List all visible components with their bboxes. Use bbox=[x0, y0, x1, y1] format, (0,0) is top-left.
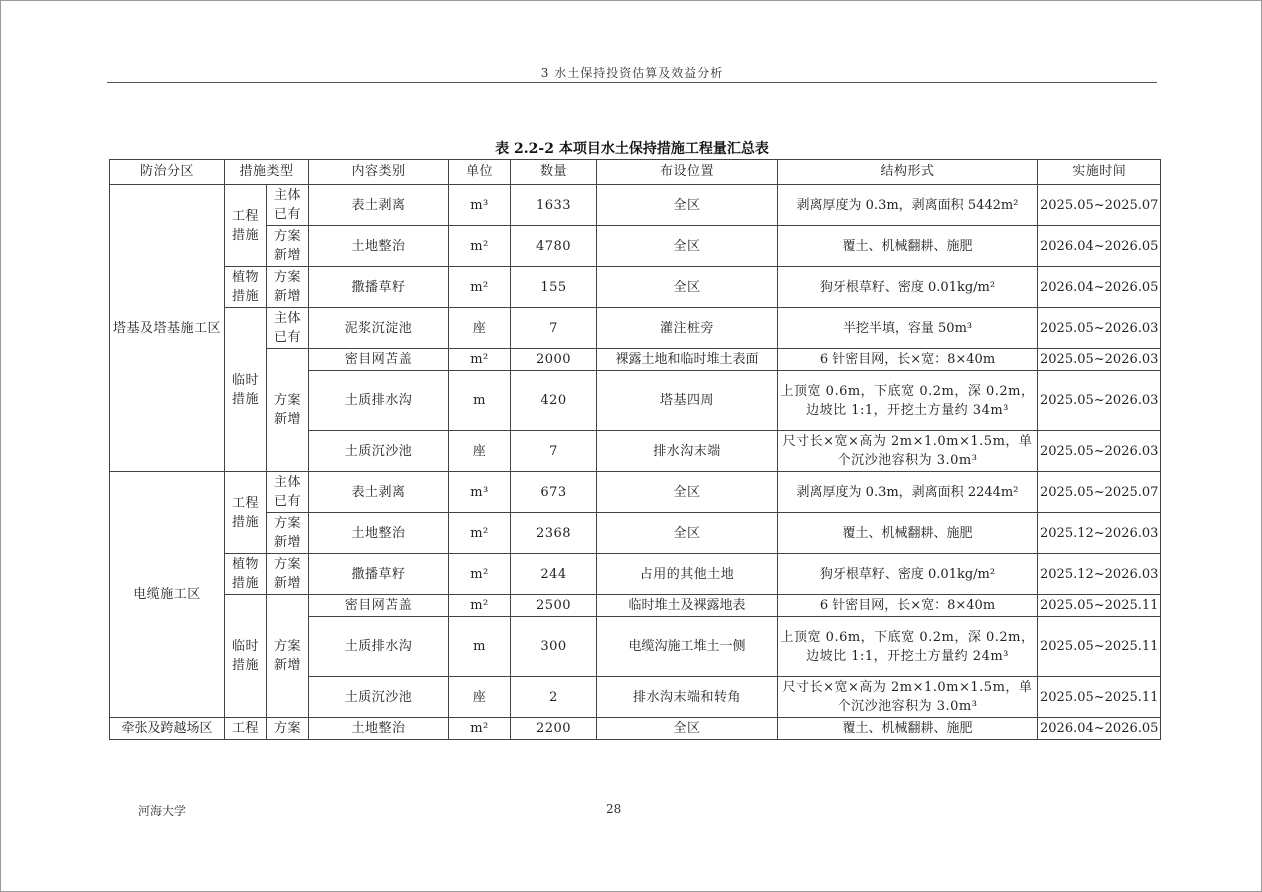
unit-cell: 座 bbox=[449, 308, 511, 349]
period-cell: 2025.05~2026.03 bbox=[1038, 308, 1161, 349]
table-row bbox=[110, 595, 1161, 617]
unit-cell: m² bbox=[449, 349, 511, 371]
period-cell: 2025.05~2026.03 bbox=[1038, 349, 1161, 371]
location-cell: 排水沟末端和转角 bbox=[597, 677, 778, 718]
header-measure-type: 措施类型 bbox=[225, 160, 309, 185]
location-cell: 塔基四周 bbox=[597, 371, 778, 431]
content-cell: 密目网苫盖 bbox=[309, 349, 449, 371]
content-cell: 土质沉沙池 bbox=[309, 677, 449, 718]
header-rule bbox=[107, 82, 1157, 83]
table-row bbox=[110, 267, 1161, 308]
period-cell: 2025.12~2026.03 bbox=[1038, 513, 1161, 554]
running-header: 3 水土保持投资估算及效益分析 bbox=[540, 66, 724, 80]
period-cell: 2025.05~2026.03 bbox=[1038, 371, 1161, 431]
unit-cell: m² bbox=[449, 718, 511, 740]
content-cell: 土地整治 bbox=[309, 513, 449, 554]
location-cell: 排水沟末端 bbox=[597, 431, 778, 472]
measure-subtype-cell: 方案 bbox=[267, 718, 309, 740]
structure-cell: 半挖半填，容量 50m³ bbox=[778, 308, 1038, 349]
content-cell: 泥浆沉淀池 bbox=[309, 308, 449, 349]
period-cell: 2025.05~2025.11 bbox=[1038, 677, 1161, 718]
measure-type-cell: 植物措施 bbox=[225, 554, 267, 595]
structure-cell: 6 针密目网，长×宽：8×40m bbox=[778, 349, 1038, 371]
content-cell: 土质排水沟 bbox=[309, 617, 449, 677]
period-cell: 2026.04~2026.05 bbox=[1038, 718, 1161, 740]
measure-subtype-cell: 方案新增 bbox=[267, 595, 309, 718]
measures-summary-table bbox=[109, 159, 1161, 740]
unit-cell: m² bbox=[449, 554, 511, 595]
location-cell: 全区 bbox=[597, 718, 778, 740]
unit-cell: m² bbox=[449, 267, 511, 308]
table-row bbox=[110, 718, 1161, 740]
content-cell: 土地整治 bbox=[309, 226, 449, 267]
period-cell: 2025.05~2026.03 bbox=[1038, 431, 1161, 472]
content-cell: 撒播草籽 bbox=[309, 267, 449, 308]
unit-cell: m bbox=[449, 617, 511, 677]
period-cell: 2026.04~2026.05 bbox=[1038, 226, 1161, 267]
structure-cell: 覆土、机械翻耕、施肥 bbox=[778, 513, 1038, 554]
quantity-cell: 244 bbox=[511, 554, 597, 595]
quantity-cell: 4780 bbox=[511, 226, 597, 267]
content-cell: 土质沉沙池 bbox=[309, 431, 449, 472]
structure-cell: 6 针密目网，长×宽：8×40m bbox=[778, 595, 1038, 617]
quantity-cell: 2000 bbox=[511, 349, 597, 371]
structure-cell: 上顶宽 0.6m，下底宽 0.2m，深 0.2m，边坡比 1:1，开挖土方量约 24m³ bbox=[778, 617, 1038, 677]
quantity-cell: 155 bbox=[511, 267, 597, 308]
table-row bbox=[110, 513, 1161, 554]
table-row bbox=[110, 472, 1161, 513]
structure-cell: 覆土、机械翻耕、施肥 bbox=[778, 226, 1038, 267]
content-cell: 表土剥离 bbox=[309, 185, 449, 226]
footer-institution: 河海大学 bbox=[138, 804, 187, 818]
header-quantity: 数量 bbox=[511, 160, 597, 185]
structure-cell: 尺寸长×宽×高为 2m×1.0m×1.5m，单个沉沙池容积为 3.0m³ bbox=[778, 677, 1038, 718]
measure-subtype-cell: 主体已有 bbox=[267, 308, 309, 349]
measure-subtype-cell: 方案新增 bbox=[267, 349, 309, 472]
header-structure: 结构形式 bbox=[778, 160, 1038, 185]
table-row bbox=[110, 349, 1161, 371]
period-cell: 2025.05~2025.07 bbox=[1038, 472, 1161, 513]
unit-cell: 座 bbox=[449, 677, 511, 718]
zone-cell: 塔基及塔基施工区 bbox=[110, 185, 225, 472]
period-cell: 2025.05~2025.11 bbox=[1038, 595, 1161, 617]
table-row bbox=[110, 226, 1161, 267]
period-cell: 2026.04~2026.05 bbox=[1038, 267, 1161, 308]
location-cell: 全区 bbox=[597, 185, 778, 226]
location-cell: 全区 bbox=[597, 513, 778, 554]
structure-cell: 尺寸长×宽×高为 2m×1.0m×1.5m，单个沉沙池容积为 3.0m³ bbox=[778, 431, 1038, 472]
table-header-row bbox=[110, 160, 1161, 185]
content-cell: 撒播草籽 bbox=[309, 554, 449, 595]
content-cell: 表土剥离 bbox=[309, 472, 449, 513]
quantity-cell: 2368 bbox=[511, 513, 597, 554]
measure-subtype-cell: 方案新增 bbox=[267, 554, 309, 595]
quantity-cell: 7 bbox=[511, 308, 597, 349]
structure-cell: 剥离厚度为 0.3m，剥离面积 5442m² bbox=[778, 185, 1038, 226]
unit-cell: m² bbox=[449, 513, 511, 554]
unit-cell: m³ bbox=[449, 185, 511, 226]
unit-cell: m² bbox=[449, 226, 511, 267]
quantity-cell: 420 bbox=[511, 371, 597, 431]
content-cell: 土地整治 bbox=[309, 718, 449, 740]
zone-cell: 牵张及跨越场区 bbox=[110, 718, 225, 740]
structure-cell: 狗牙根草籽、密度 0.01kg/m² bbox=[778, 554, 1038, 595]
location-cell: 全区 bbox=[597, 472, 778, 513]
zone-cell: 电缆施工区 bbox=[110, 472, 225, 718]
table-row bbox=[110, 185, 1161, 226]
period-cell: 2025.05~2025.11 bbox=[1038, 617, 1161, 677]
location-cell: 全区 bbox=[597, 226, 778, 267]
content-cell: 土质排水沟 bbox=[309, 371, 449, 431]
measure-type-cell: 工程 bbox=[225, 718, 267, 740]
quantity-cell: 2500 bbox=[511, 595, 597, 617]
quantity-cell: 2 bbox=[511, 677, 597, 718]
quantity-cell: 673 bbox=[511, 472, 597, 513]
unit-cell: m bbox=[449, 371, 511, 431]
header-unit: 单位 bbox=[449, 160, 511, 185]
location-cell: 临时堆土及裸露地表 bbox=[597, 595, 778, 617]
measure-subtype-cell: 方案新增 bbox=[267, 267, 309, 308]
quantity-cell: 7 bbox=[511, 431, 597, 472]
footer-page-number: 28 bbox=[606, 802, 622, 816]
table-row bbox=[110, 554, 1161, 595]
location-cell: 全区 bbox=[597, 267, 778, 308]
quantity-cell: 2200 bbox=[511, 718, 597, 740]
structure-cell: 狗牙根草籽、密度 0.01kg/m² bbox=[778, 267, 1038, 308]
structure-cell: 覆土、机械翻耕、施肥 bbox=[778, 718, 1038, 740]
structure-cell: 剥离厚度为 0.3m，剥离面积 2244m² bbox=[778, 472, 1038, 513]
header-content: 内容类别 bbox=[309, 160, 449, 185]
measure-type-cell: 临时措施 bbox=[225, 595, 267, 718]
location-cell: 灌注桩旁 bbox=[597, 308, 778, 349]
measure-type-cell: 工程措施 bbox=[225, 185, 267, 267]
header-period: 实施时间 bbox=[1038, 160, 1161, 185]
unit-cell: m² bbox=[449, 595, 511, 617]
quantity-cell: 1633 bbox=[511, 185, 597, 226]
period-cell: 2025.05~2025.07 bbox=[1038, 185, 1161, 226]
measure-type-cell: 工程措施 bbox=[225, 472, 267, 554]
period-cell: 2025.12~2026.03 bbox=[1038, 554, 1161, 595]
header-location: 布设位置 bbox=[597, 160, 778, 185]
location-cell: 电缆沟施工堆土一侧 bbox=[597, 617, 778, 677]
measure-subtype-cell: 主体已有 bbox=[267, 185, 309, 226]
measure-subtype-cell: 方案新增 bbox=[267, 226, 309, 267]
unit-cell: 座 bbox=[449, 431, 511, 472]
table-row bbox=[110, 308, 1161, 349]
measure-subtype-cell: 主体已有 bbox=[267, 472, 309, 513]
structure-cell: 上顶宽 0.6m，下底宽 0.2m，深 0.2m，边坡比 1:1，开挖土方量约 34m³ bbox=[778, 371, 1038, 431]
table-title: 表 2.2-2 本项目水土保持措施工程量汇总表 bbox=[495, 141, 769, 157]
content-cell: 密目网苫盖 bbox=[309, 595, 449, 617]
location-cell: 裸露土地和临时堆土表面 bbox=[597, 349, 778, 371]
measure-type-cell: 临时措施 bbox=[225, 308, 267, 472]
measure-type-cell: 植物措施 bbox=[225, 267, 267, 308]
measure-subtype-cell: 方案新增 bbox=[267, 513, 309, 554]
unit-cell: m³ bbox=[449, 472, 511, 513]
quantity-cell: 300 bbox=[511, 617, 597, 677]
location-cell: 占用的其他土地 bbox=[597, 554, 778, 595]
header-zone: 防治分区 bbox=[110, 160, 225, 185]
